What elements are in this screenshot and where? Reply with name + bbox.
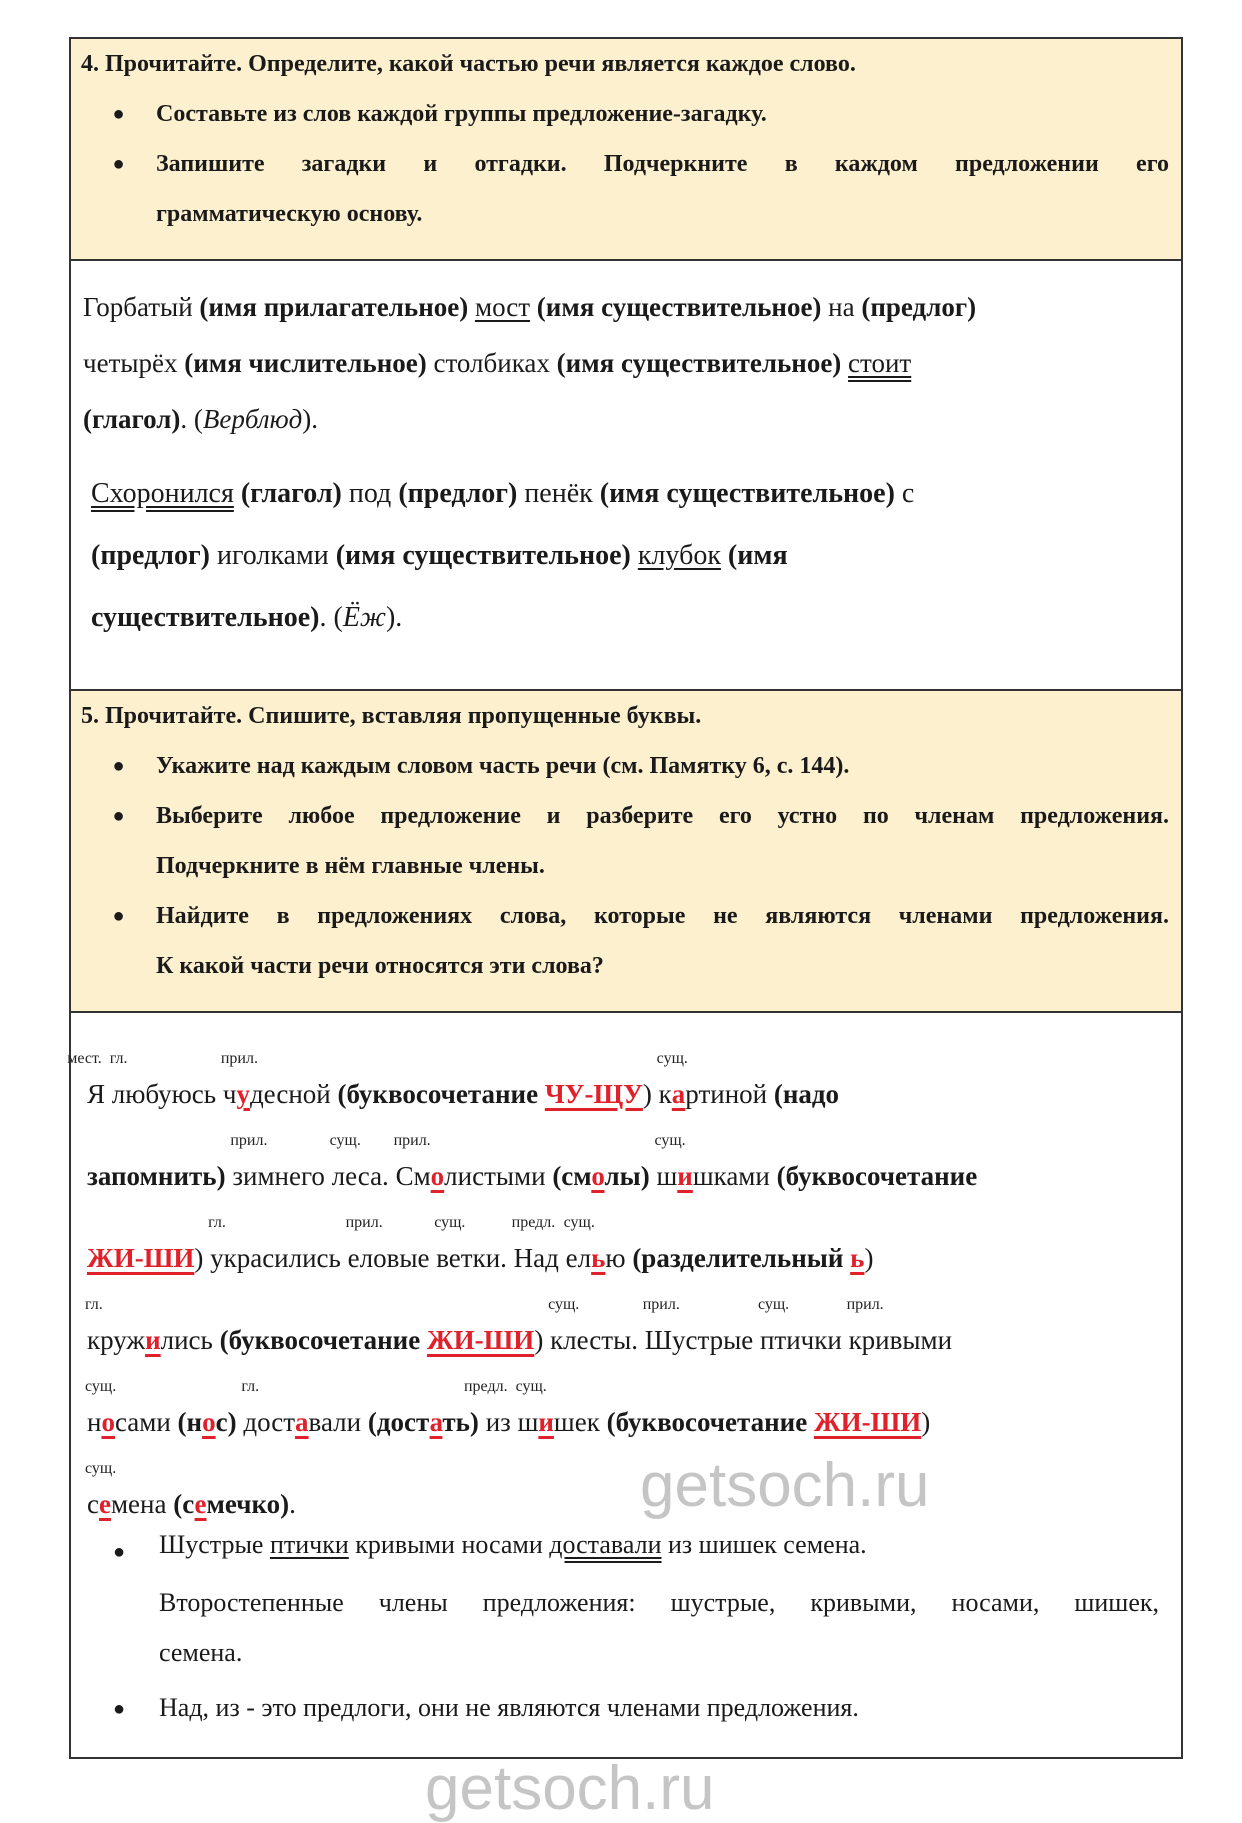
text-line — [87, 1214, 1169, 1299]
task-5-bullet: ● Выберите любое предложение и разберите его устно по членам предложения. — [81, 801, 1169, 851]
text-segment — [234, 478, 241, 509]
text-segment: (дост — [367, 1407, 430, 1437]
text-segment: . ( — [319, 602, 343, 633]
text-segment: (см — [552, 1161, 592, 1191]
word — [511, 1214, 566, 1273]
highlighted-letter: ЧУ-ЩУ — [544, 1079, 643, 1109]
text-segment: ел — [565, 1243, 592, 1273]
text-segment: (имя числительное) — [184, 348, 434, 378]
word — [656, 1050, 774, 1109]
word — [87, 1161, 232, 1191]
highlighted-letter: ЖИ-ШИ — [426, 1325, 535, 1355]
text-segment: (глагол) — [83, 404, 181, 434]
text-segment: любуюсь — [111, 1079, 223, 1109]
task-4 — [71, 39, 1181, 261]
text-segment: (глагол) — [240, 478, 349, 509]
part-of-speech-label: гл. — [208, 1214, 226, 1231]
bullet-icon: ● — [112, 805, 125, 827]
text-segment: стоит — [848, 348, 912, 378]
part-of-speech-label: прил. — [345, 1214, 383, 1231]
word — [345, 1214, 437, 1273]
task-5 — [71, 691, 1181, 1013]
highlighted-letter: ь — [850, 1243, 865, 1273]
text-segment: ртиной — [685, 1079, 774, 1109]
text-segment: птички — [759, 1325, 849, 1355]
text-segment: мечко) — [206, 1489, 290, 1519]
text-segment: Я — [87, 1079, 112, 1109]
text-line — [83, 279, 1169, 335]
text-segment: . ( — [180, 404, 203, 434]
word — [774, 1079, 839, 1109]
answer-5-text — [67, 1013, 1169, 1545]
text-segment: клубок — [637, 540, 721, 571]
word — [91, 602, 402, 633]
word — [368, 1407, 486, 1437]
text-segment: См — [395, 1161, 431, 1191]
part-of-speech-label: гл. — [109, 1050, 128, 1067]
secondary-members: Второстепенные члены предложения: шустрые, кривыми, носами, шишек, — [159, 1588, 1159, 1617]
part-of-speech-label: сущ. — [654, 1132, 686, 1149]
text-segment: круж — [87, 1325, 146, 1355]
word — [654, 1132, 777, 1191]
text-segment: ) — [864, 1243, 874, 1273]
part-of-speech-label: сущ. — [85, 1460, 117, 1477]
task-5-bullet: ● Укажите над каждым словом часть речи (см. Памятку 6, с. 144). — [81, 751, 1169, 801]
text-segment: (буквосочетание — [606, 1407, 814, 1437]
exercise-table — [69, 37, 1183, 1759]
text-segment: лись — [160, 1325, 220, 1355]
part-of-speech-label: предл. — [463, 1378, 508, 1395]
text-segment: мена — [110, 1489, 174, 1519]
text-line — [85, 1378, 1169, 1463]
task-4-title: 4. Прочитайте. Определите, какой частью речи является каждое слово. — [81, 51, 856, 77]
text-segment: ) — [642, 1079, 659, 1109]
word — [85, 1460, 174, 1519]
word — [393, 1132, 553, 1191]
word — [83, 292, 976, 322]
bullet-icon: ● — [113, 1698, 126, 1720]
text-segment: ) — [534, 1325, 551, 1355]
word — [337, 1079, 658, 1109]
text-line — [87, 1132, 1169, 1217]
highlighted-letter: у — [236, 1079, 250, 1109]
text-segment: из — [485, 1407, 518, 1437]
text-line — [91, 587, 1169, 649]
word — [109, 1050, 223, 1109]
highlighted-letter: е — [194, 1489, 207, 1519]
highlighted-letter: о — [101, 1407, 115, 1437]
highlighted-letter: и — [677, 1161, 693, 1191]
text-segment: на — [828, 292, 862, 322]
text-segment: (разделительный — [632, 1243, 851, 1273]
text-segment: с — [87, 1489, 99, 1519]
word — [563, 1214, 633, 1273]
word — [777, 1161, 978, 1191]
word — [230, 1132, 332, 1191]
text-segment: ш — [517, 1407, 539, 1437]
part-of-speech-label: сущ. — [329, 1132, 361, 1149]
highlighted-letter: ЖИ-ШИ — [813, 1407, 922, 1437]
word — [632, 1243, 873, 1273]
prepositions-note: Над, из - это предлоги, они не являются членами предложения. — [159, 1693, 859, 1722]
text-segment: клесты. — [550, 1325, 645, 1355]
word — [241, 1378, 368, 1437]
text-segment: из шишек семена. — [661, 1530, 867, 1559]
text-segment: кривыми носами — [348, 1530, 550, 1559]
task-4-bullet: ● Составьте из слов каждой группы предложение-загадку. — [81, 99, 1169, 149]
part-of-speech-label: прил. — [393, 1132, 431, 1149]
part-of-speech-label: прил. — [220, 1050, 258, 1067]
text-line — [83, 335, 1169, 391]
word — [757, 1296, 849, 1355]
word — [91, 540, 788, 571]
word — [83, 348, 911, 378]
text-segment: Ёж — [342, 602, 386, 633]
word — [85, 1296, 220, 1355]
highlighted-letter: а — [429, 1407, 443, 1437]
word — [159, 1530, 867, 1559]
highlighted-letter: о — [591, 1161, 605, 1191]
word — [434, 1214, 514, 1273]
text-segment: шками — [692, 1161, 777, 1191]
text-segment: существительное) — [91, 602, 320, 633]
part-of-speech-label: сущ. — [656, 1050, 688, 1067]
bullet-icon: ● — [112, 905, 125, 927]
part-of-speech-label: прил. — [230, 1132, 268, 1149]
text-segment: ть) — [442, 1407, 486, 1437]
answer-5 — [67, 1013, 1181, 1757]
word — [85, 1378, 178, 1437]
text-segment: ч — [222, 1079, 237, 1109]
text-segment: запомнить) — [87, 1161, 233, 1191]
bullet-icon: ● — [112, 103, 125, 125]
watermark: getsoch.ru — [425, 1754, 715, 1823]
word — [178, 1407, 244, 1437]
word — [607, 1407, 931, 1437]
text-segment: с — [901, 478, 915, 509]
part-of-speech-label: сущ. — [515, 1378, 547, 1395]
text-segment: (с — [173, 1489, 195, 1519]
text-line — [85, 1296, 1169, 1381]
task-5-bullet-cont: К какой части речи относятся эти слова? — [156, 953, 604, 979]
text-line — [83, 391, 1169, 447]
text-segment: под — [348, 478, 399, 509]
word — [208, 1214, 348, 1273]
answer-4 — [71, 261, 1181, 691]
word — [220, 1050, 338, 1109]
text-segment: ). — [385, 602, 403, 633]
text-segment: иголками — [217, 540, 336, 571]
highlighted-letter: ь — [591, 1243, 606, 1273]
word — [67, 1050, 112, 1109]
word — [220, 1325, 550, 1355]
bullet-icon: ● — [112, 755, 125, 777]
text-segment: кривыми — [848, 1325, 953, 1355]
word — [83, 404, 318, 434]
text-segment: к — [658, 1079, 672, 1109]
sentence-analysis — [159, 1525, 867, 1565]
task-5-bullet-cont: Подчеркните в нём главные члены. — [156, 853, 545, 879]
task-5-title: 5. Прочитайте. Спишите, вставляя пропущенные буквы. — [81, 703, 702, 729]
part-of-speech-label: прил. — [642, 1296, 680, 1313]
bullet-icon: ● — [113, 1541, 126, 1563]
text-segment: н — [87, 1407, 102, 1437]
text-segment: птички — [269, 1530, 349, 1559]
word — [91, 478, 914, 509]
bullet-icon: ● — [112, 153, 125, 175]
text-segment: (буквосочетание — [776, 1161, 978, 1191]
word — [515, 1378, 607, 1437]
word — [552, 1161, 656, 1191]
text-segment: мост — [475, 292, 531, 322]
highlighted-letter: е — [98, 1489, 111, 1519]
riddle-2 — [83, 447, 1169, 649]
word — [642, 1296, 760, 1355]
text-segment: (буквосочетание — [337, 1079, 545, 1109]
part-of-speech-label: сущ. — [757, 1296, 790, 1313]
text-segment: Шустрые — [159, 1530, 270, 1559]
text-segment: Над — [513, 1243, 566, 1273]
highlighted-letter: о — [430, 1161, 445, 1191]
part-of-speech-label: сущ. — [563, 1214, 595, 1231]
text-segment: Шустрые — [644, 1325, 760, 1355]
text-segment — [721, 540, 728, 571]
highlighted-letter: и — [145, 1325, 161, 1355]
text-segment: (буквосочетание — [219, 1325, 427, 1355]
text-segment: ) — [194, 1243, 211, 1273]
text-segment: еловые — [347, 1243, 437, 1273]
text-segment: . — [289, 1489, 296, 1519]
text-segment: лы) — [604, 1161, 657, 1191]
task-4-bullet: ● Запишите загадки и отгадки. Подчеркните в каждом предложении его — [81, 149, 1169, 199]
task-5-bullet: ● Найдите в предложениях слова, которые не являются членами предложения. — [81, 901, 1169, 951]
task-4-bullet-cont: грамматическую основу. — [156, 201, 423, 227]
text-segment: дост — [243, 1407, 296, 1437]
part-of-speech-label: предл. — [511, 1214, 556, 1231]
watermark: getsoch.ru — [640, 1451, 930, 1520]
part-of-speech-label: мест. — [67, 1050, 102, 1067]
text-segment: Горбатый — [83, 292, 200, 322]
part-of-speech-label: сущ. — [548, 1296, 580, 1313]
secondary-members-cont: семена. — [159, 1638, 243, 1667]
text-segment: украсились — [210, 1243, 348, 1273]
word — [173, 1489, 296, 1519]
text-segment: Верблюд — [202, 404, 303, 434]
highlighted-letter: и — [538, 1407, 554, 1437]
text-segment: ветки. — [436, 1243, 514, 1273]
part-of-speech-label: гл. — [241, 1378, 260, 1395]
part-of-speech-label: сущ. — [434, 1214, 466, 1231]
text-line — [159, 1525, 867, 1565]
highlighted-letter: ЖИ-ШИ — [87, 1243, 195, 1273]
text-segment: десной — [249, 1079, 338, 1109]
highlighted-letter: а — [671, 1079, 686, 1109]
highlighted-letter: о — [202, 1407, 216, 1437]
text-line — [91, 525, 1169, 587]
riddle-1 — [83, 261, 1169, 447]
text-segment: (предлог) — [861, 292, 977, 322]
text-segment: (предлог) — [91, 540, 217, 571]
part-of-speech-label: прил. — [846, 1296, 884, 1313]
text-segment: (н — [177, 1407, 203, 1437]
text-segment: сами — [114, 1407, 178, 1437]
text-segment: (имя существительное) — [599, 478, 902, 509]
text-segment: шек — [553, 1407, 607, 1437]
word — [87, 1243, 210, 1273]
text-segment: доставали — [549, 1530, 662, 1559]
text-segment: леса. — [331, 1161, 396, 1191]
text-segment: ю — [605, 1243, 633, 1273]
text-segment — [530, 292, 537, 322]
text-line — [67, 1050, 1169, 1135]
word — [846, 1296, 953, 1355]
text-segment: (имя существительное) — [335, 540, 638, 571]
text-segment: (надо — [773, 1079, 840, 1109]
text-segment: ) — [921, 1407, 931, 1437]
word — [548, 1296, 645, 1355]
text-segment: (предлог) — [398, 478, 525, 509]
text-segment: четырёх — [83, 348, 185, 378]
text-segment: вали — [308, 1407, 368, 1437]
word — [329, 1132, 396, 1191]
text-segment: ). — [302, 404, 319, 434]
text-segment: пенёк — [524, 478, 600, 509]
text-segment: ш — [656, 1161, 678, 1191]
text-segment: (имя прилагательное) — [199, 292, 475, 322]
highlighted-letter: а — [295, 1407, 309, 1437]
text-segment: (имя существительное) — [536, 292, 829, 322]
text-segment: (имя существительное) — [556, 348, 849, 378]
text-segment: с) — [215, 1407, 244, 1437]
text-segment: Схоронился — [91, 478, 234, 509]
text-segment: столбиках — [433, 348, 557, 378]
text-segment: зимнего — [232, 1161, 332, 1191]
text-line — [91, 463, 1169, 525]
part-of-speech-label: сущ. — [85, 1378, 117, 1395]
text-segment: (имя — [727, 540, 788, 571]
part-of-speech-label: гл. — [85, 1296, 103, 1313]
text-segment: листыми — [444, 1161, 553, 1191]
